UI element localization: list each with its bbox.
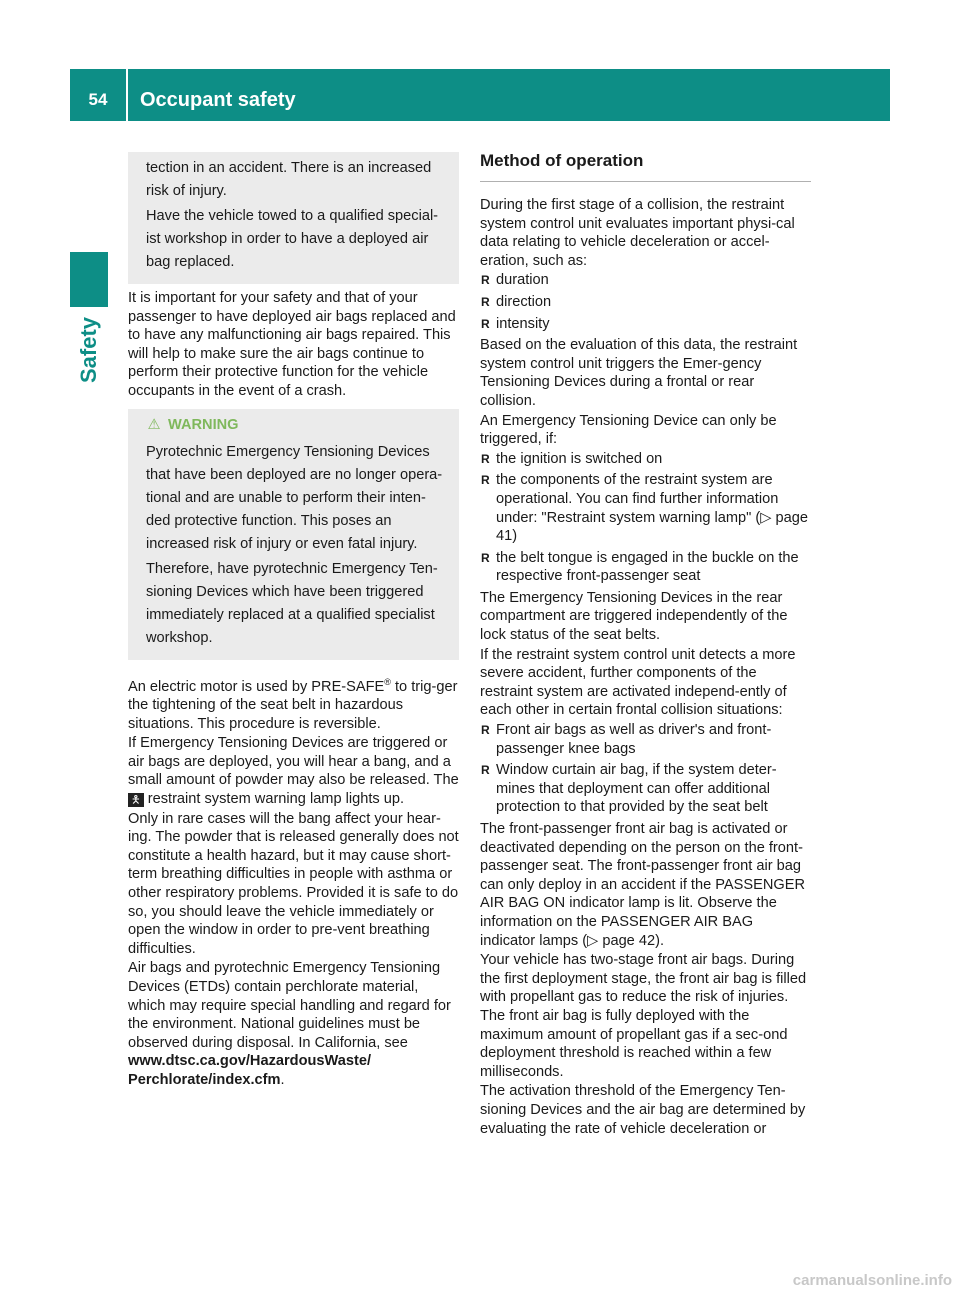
list-item (480, 293, 811, 312)
paragraph: It is important for your safety and that of your passenger to have deployed air bags replaced and to have any malfunctioning air bags repaired. This will help to make sure the air bags continue to perform their protective function for the vehicle occupants in the event of a crash. (128, 290, 456, 399)
text: Air bags and pyrotechnic Emergency Tensioning Devices (ETDs) contain perchlorate material, which may require special handling and regard for the environment. National guidelines must be observed during disposal. In California, see (128, 960, 451, 1051)
page-number: 54 (88, 90, 108, 109)
list-item (480, 471, 811, 545)
paragraph: Your vehicle has two-stage front air bags. During the first deployment stage, the front air bag is filled with propellant gas to reduce the risk of injuries. The front air bag is fully deployed with the maximum amount of propellant gas if a sec-ond deployment threshold is reached within a few milliseconds. (480, 952, 807, 1080)
paragraph: The front-passenger front air bag is activated or deactivated depending on the person on the front-passenger seat. The front-passenger front air bag can only deploy in an accident if the PASSENGER AIR BAG ON indicator lamp is lit. Observe the information on the PASSENGER AIR BAG indicator lamps (▷ page 42). (480, 821, 806, 949)
list-item (480, 549, 811, 586)
bullet-icon: R (481, 473, 490, 488)
text: . (280, 1071, 285, 1088)
section-heading: Method of operation (480, 150, 811, 182)
warning-title: WARNING (168, 416, 239, 433)
text: to trig-ger the tightening of the seat belt in hazardous situations. This procedure is reversible. (128, 678, 458, 732)
list-item (480, 450, 811, 469)
side-tab (70, 310, 108, 390)
bullet-icon: R (481, 316, 490, 331)
list-item-text: the components of the restraint system are operational. You can find further information under: "Restraint system warning lamp" (▷ page 41) (496, 472, 808, 545)
list-item (480, 721, 811, 758)
text: If Emergency Tensioning Devices are triggered or air bags are deployed, you will hear a bang, and a small amount of powder may also be released. The (128, 735, 459, 789)
text: restraint system warning lamp lights up. (143, 790, 405, 807)
list-item-text: the belt tongue is engaged in the buckle on the respective front-passenger seat (496, 549, 799, 585)
list-item-text: duration (496, 272, 549, 289)
list-item (480, 271, 811, 290)
section-title: Occupant safety (140, 89, 296, 111)
bullet-icon: R (481, 763, 490, 778)
list-item-text: the ignition is switched on (496, 450, 663, 467)
paragraph (128, 959, 459, 1089)
bullet-icon: R (481, 723, 490, 738)
bullet-icon: R (481, 451, 490, 466)
watermark: carmanualsonline.info (792, 1272, 952, 1289)
paragraph: An Emergency Tensioning Device can only be triggered, if: (480, 412, 777, 448)
list-item-text: intensity (496, 315, 550, 332)
side-tab-label: Safety (76, 316, 102, 384)
list-item (480, 315, 811, 334)
paragraph: If the restraint system control unit detects a more severe accident, further components of the restraint system are activated independ-ently of each other in certain frontal collision situations: (480, 646, 796, 719)
bullet-icon: R (481, 294, 490, 309)
warning-text-1: Pyrotechnic Emergency Tensioning Devices that have been deployed are no longer opera-tional and are unable to perform their inten-ded protective function. This poses an increased risk of injury or even fatal injury. (146, 443, 443, 552)
list-item (480, 761, 811, 817)
list-item-text: direction (496, 293, 552, 310)
right-column (480, 152, 811, 1139)
list (480, 271, 811, 333)
paragraph: The Emergency Tensioning Devices in the rear compartment are triggered independently of the lock status of the seat belts. (480, 589, 788, 644)
paragraph: The activation threshold of the Emergency Ten-sioning Devices and the air bag are determined by evaluating the rate of vehicle deceleration or (480, 1083, 806, 1137)
left-column (128, 152, 459, 1090)
list-item-text: Window curtain air bag, if the system deter-mines that deployment can offer additional protection to that provided by the seat belt (496, 762, 777, 816)
warning-box (128, 409, 459, 660)
text: An electric motor is used by PRE-SAFE (128, 678, 385, 695)
web-link[interactable]: www.dtsc.ca.gov/HazardousWaste/ Perchlorate/index.cfm (128, 1053, 372, 1088)
list (480, 721, 811, 817)
paragraph: During the first stage of a collision, the restraint system control unit evaluates important physi-cal data relating to vehicle deceleration or accel-eration, such as: (480, 197, 795, 269)
restraint-warning-lamp-icon: 🯅 (128, 793, 144, 807)
registered-mark: ® (384, 676, 391, 687)
note-line-2: Have the vehicle towed to a qualified special-ist workshop in order to have a deployed air bag replaced. (146, 208, 439, 270)
paragraph (128, 673, 459, 734)
warning-heading (146, 415, 447, 435)
bullet-icon: R (481, 550, 490, 565)
header-separator (126, 69, 128, 121)
paragraph: Only in rare cases will the bang affect your hear-ing. The powder that is released generally does not constitute a health hazard, but it may cause short-term breathing difficulties in people with asthma or other respiratory problems. Provided it is safe to do so, you should leave the vehicle immediately or open the window in order to pre-vent breathing difficulties. (128, 810, 459, 957)
warning-text-2: Therefore, have pyrotechnic Emergency Ten-sioning Devices which have been triggered immediately replaced at a qualified specialist workshop. (146, 560, 438, 646)
list-item-text: Front air bags as well as driver's and front-passenger knee bags (496, 722, 772, 757)
paragraph (128, 734, 459, 808)
warning-triangle-icon: ⚠ (147, 416, 161, 433)
note-box (128, 152, 459, 284)
paragraph: Based on the evaluation of this data, the restraint system control unit triggers the Emer-gency Tensioning Devices during a frontal or rear collision. (480, 337, 798, 409)
bullet-icon: R (481, 273, 490, 288)
list (480, 450, 811, 586)
note-line-1: tection in an accident. There is an increased risk of injury. (146, 160, 432, 199)
side-tab-block (70, 252, 108, 307)
